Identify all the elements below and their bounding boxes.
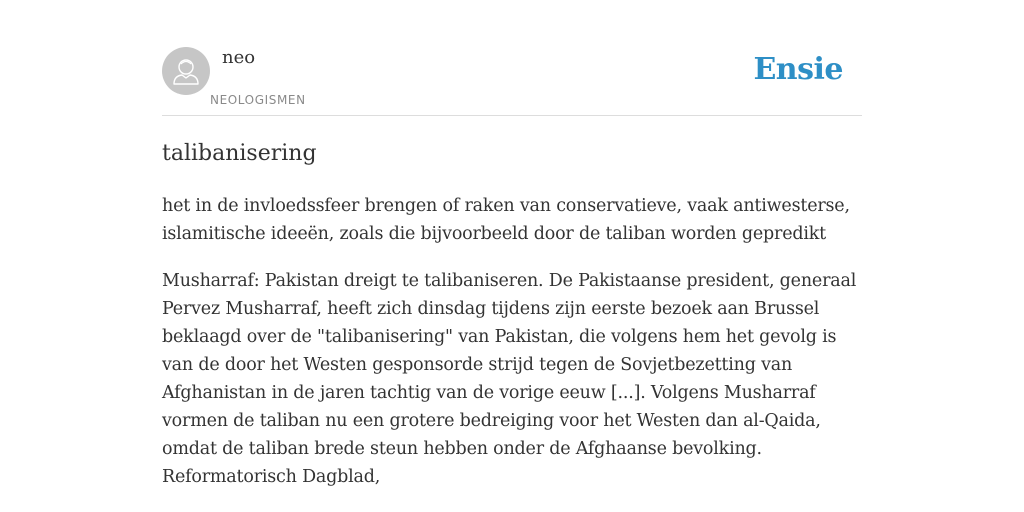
collection-link[interactable]: NEOLOGISMEN: [210, 93, 306, 107]
brand-logo[interactable]: Ensie: [753, 52, 843, 87]
avatar[interactable]: [162, 47, 210, 95]
entry-title: talibanisering: [162, 141, 317, 166]
username-link[interactable]: neo: [222, 47, 256, 68]
entry-card: [162, 0, 862, 512]
quote-text: Musharraf: Pakistan dreigt te talibaniseren. De Pakistaanse president, generaal Pervez Musharraf, heeft zich dinsdag tijdens zijn eerste bezoek aan Brussel beklaagd over de "talibanisering" van Pakistan, die volgens hem het gevolg is van de door het Westen gesponsorde strijd tegen de Sovjetbezetting van Afghanistan in de jaren tachtig van de vorige eeuw [...]. Volgens Musharraf vormen de taliban nu een grotere bedreiging voor het Westen dan al-Qaida, omdat de taliban brede steun hebben onder de Afghaanse bevolking.: [162, 271, 857, 459]
quote-source: Reformatorisch Dagblad,: [162, 467, 381, 487]
user-avatar-icon: [162, 47, 210, 95]
entry-quote: [162, 267, 862, 491]
entry-definition: het in de invloedssfeer brengen of raken van conservatieve, vaak antiwesterse, islamitische ideeën, zoals die bijvoorbeeld door de taliban worden gepredikt: [162, 196, 850, 244]
entry-header: [162, 46, 862, 116]
